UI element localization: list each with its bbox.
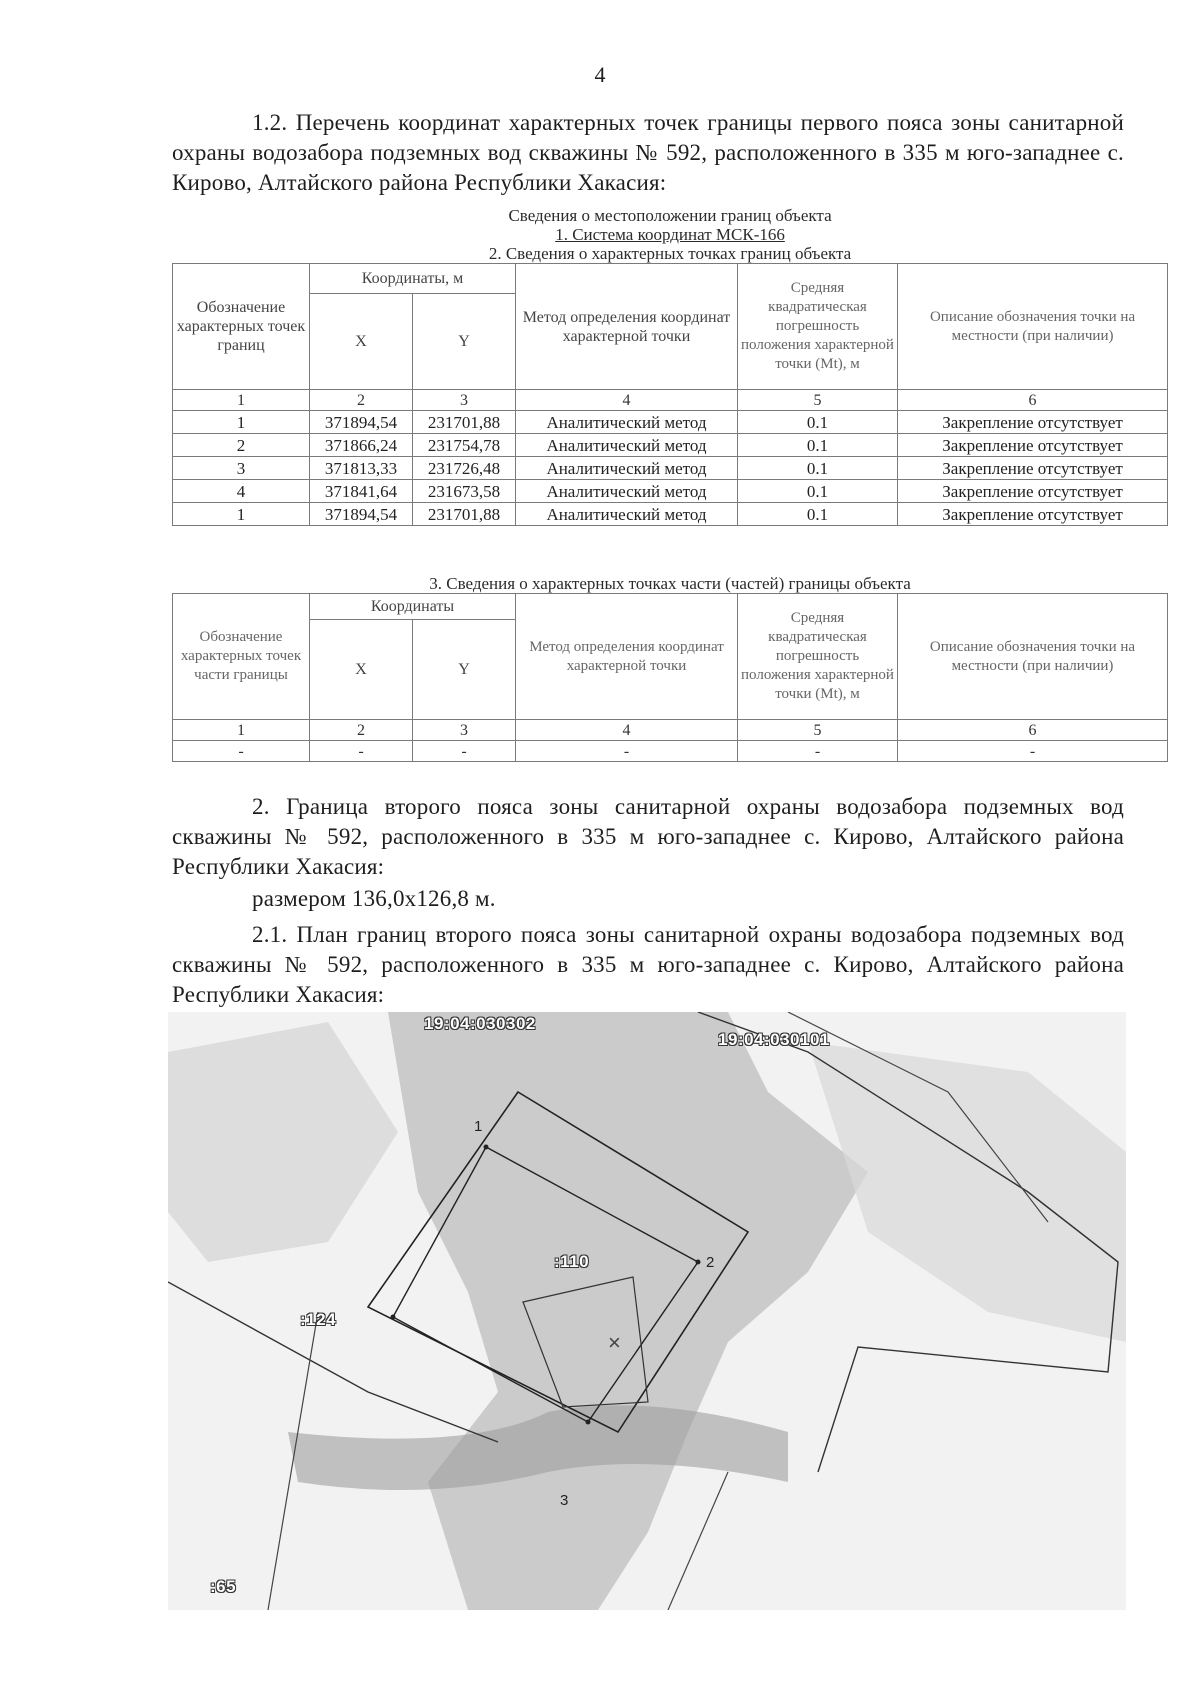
col-number: 6 [898, 390, 1168, 411]
col-header-error: Средняя квадратическая погрешность положения характерной точки (Mt), м [738, 264, 898, 390]
cell-desc: Закрепление отсутствует [898, 480, 1168, 503]
parcel-label-124: :124 [300, 1310, 337, 1329]
col-header-point: Обозначение характерных точек части границы [173, 594, 310, 720]
cell-method: Аналитический метод [516, 457, 738, 480]
cell-method: Аналитический метод [516, 434, 738, 457]
col-header-y: Y [413, 294, 516, 390]
col-header-coords: Координаты [310, 594, 516, 620]
cell-point: 2 [173, 434, 310, 457]
table-subtitle: 3. Сведения о характерных точках части (частей) границы объекта [429, 574, 911, 593]
boundary-point-marker [391, 1315, 396, 1320]
cell-x: 371841,64 [310, 480, 413, 503]
cell-error: 0.1 [738, 457, 898, 480]
cell-x: 371813,33 [310, 457, 413, 480]
cell-desc: Закрепление отсутствует [898, 457, 1168, 480]
cell-y: 231673,58 [413, 480, 516, 503]
map-point-3: 3 [560, 1492, 569, 1509]
cell-x: 371894,54 [310, 503, 413, 526]
col-header-method: Метод определения координат характерной точки [516, 264, 738, 390]
cell-empty: - [413, 741, 516, 762]
coordinates-table [172, 206, 1168, 526]
col-number: 2 [310, 720, 413, 741]
boundary-point-marker [586, 1420, 591, 1425]
col-number: 6 [898, 720, 1168, 741]
col-header-method: Метод определения координат характерной точки [516, 594, 738, 720]
table-row [173, 741, 1168, 762]
col-number: 4 [516, 720, 738, 741]
boundary-plan-map [168, 1012, 1126, 1610]
boundary-point-marker [484, 1145, 489, 1150]
cell-x: 371866,24 [310, 434, 413, 457]
parcel-label-65: :65 [210, 1577, 237, 1596]
table-row [173, 503, 1168, 526]
cell-method: Аналитический метод [516, 503, 738, 526]
cell-y: 231754,78 [413, 434, 516, 457]
well-symbol: × [608, 1330, 621, 1355]
col-header-x: X [310, 294, 413, 390]
col-number: 5 [738, 390, 898, 411]
coordinate-system: 1. Система координат МСК-166 [555, 225, 785, 244]
cell-y: 231701,88 [413, 411, 516, 434]
col-number: 3 [413, 720, 516, 741]
cell-empty: - [310, 741, 413, 762]
part-boundary-table [172, 574, 1168, 762]
cell-desc: Закрепление отсутствует [898, 411, 1168, 434]
col-header-x: X [310, 620, 413, 720]
col-header-y: Y [413, 620, 516, 720]
cell-point: 1 [173, 411, 310, 434]
col-number: 1 [173, 720, 310, 741]
quarter-label-2: 19:04:030101 [718, 1030, 830, 1049]
cell-method: Аналитический метод [516, 480, 738, 503]
cell-x: 371894,54 [310, 411, 413, 434]
parcel-label-110: :110 [554, 1252, 590, 1271]
quarter-label-1: 19:04:030302 [424, 1014, 536, 1033]
cell-desc: Закрепление отсутствует [898, 503, 1168, 526]
section-2-text: 2. Граница второго пояса зоны санитарной охраны водозабора подземных вод скважины № 592, расположенного в 335 м юго-западнее с. Кирово, Алтайского района Республики Хакасия: [172, 794, 1124, 879]
cell-desc: Закрепление отсутствует [898, 434, 1168, 457]
col-header-point: Обозначение характерных точек границ [173, 264, 310, 390]
cell-point: 1 [173, 503, 310, 526]
table-title: Сведения о местоположении границ объекта [508, 206, 832, 225]
table-row [173, 411, 1168, 434]
cell-method: Аналитический метод [516, 411, 738, 434]
table-subtitle: 2. Сведения о характерных точках границ объекта [488, 244, 852, 263]
cell-empty: - [738, 741, 898, 762]
map-point-1: 1 [474, 1118, 483, 1135]
cell-empty: - [898, 741, 1168, 762]
cell-error: 0.1 [738, 411, 898, 434]
boundary-point-marker [696, 1260, 701, 1265]
cell-empty: - [516, 741, 738, 762]
cell-error: 0.1 [738, 434, 898, 457]
cell-empty: - [173, 741, 310, 762]
col-number: 5 [738, 720, 898, 741]
table-row [173, 480, 1168, 503]
cell-y: 231726,48 [413, 457, 516, 480]
size-line: размером 136,0х126,8 м. [252, 886, 496, 911]
table-row [173, 457, 1168, 480]
col-number: 4 [516, 390, 738, 411]
col-number: 2 [310, 390, 413, 411]
cell-point: 4 [173, 480, 310, 503]
col-number: 3 [413, 390, 516, 411]
col-header-desc: Описание обозначения точки на местности (при наличии) [898, 264, 1168, 390]
section-2-1-text: 2.1. План границ второго пояса зоны санитарной охраны водозабора подземных вод скважины № 592, расположенного в 335 м юго-западнее с. Кирово, Алтайского района Республики Хакасия: [172, 922, 1124, 1007]
col-header-desc: Описание обозначения точки на местности (при наличии) [898, 594, 1168, 720]
cell-y: 231701,88 [413, 503, 516, 526]
map-point-2: 2 [706, 1254, 715, 1271]
table-row [173, 434, 1168, 457]
cell-error: 0.1 [738, 503, 898, 526]
cell-point: 3 [173, 457, 310, 480]
col-number: 1 [173, 390, 310, 411]
section-1-2-text: 1.2. Перечень координат характерных точек границы первого пояса зоны санитарной охраны водозабора подземных вод скважины № 592, расположенного в 335 м юго-западнее с. Кирово, Алтайского района Республики Хакасия: [172, 110, 1124, 195]
cell-error: 0.1 [738, 480, 898, 503]
col-header-coords: Координаты, м [310, 264, 516, 294]
page-number: 4 [594, 62, 606, 87]
col-header-error: Средняя квадратическая погрешность положения характерной точки (Mt), м [738, 594, 898, 720]
